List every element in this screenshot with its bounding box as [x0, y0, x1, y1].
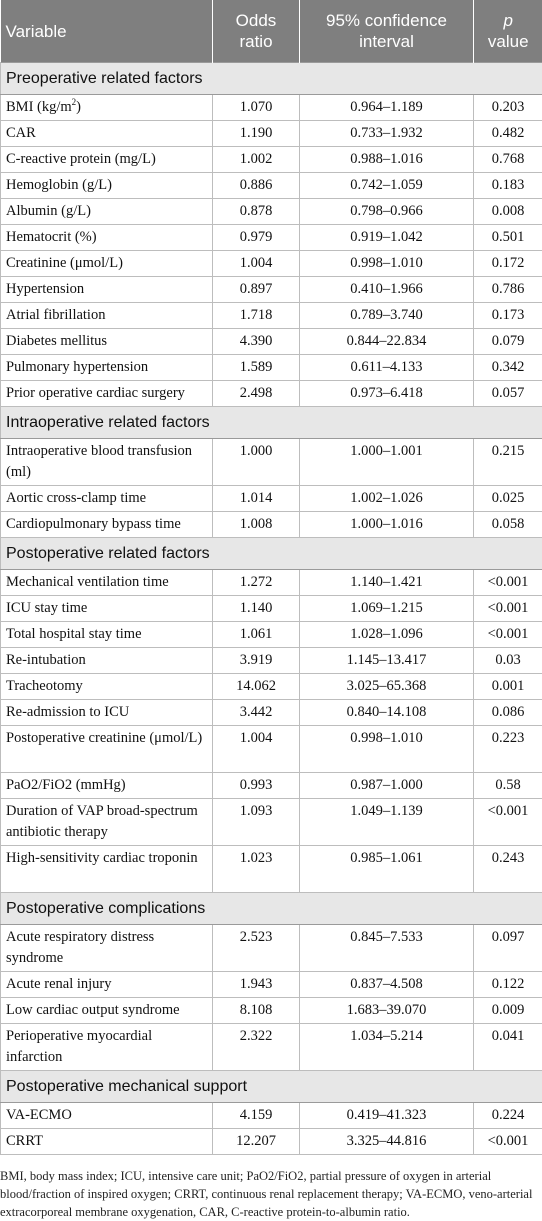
cell-p-value: 0.086 — [474, 700, 542, 726]
variable-text: Prior operative cardiac surgery — [6, 385, 185, 401]
header-variable: Variable — [1, 0, 213, 63]
cell-confidence-interval: 1.049–1.139 — [300, 799, 474, 846]
cell-variable — [1, 674, 213, 700]
table-row — [1, 486, 542, 512]
cell-confidence-interval: 1.000–1.016 — [300, 512, 474, 538]
table-row — [1, 277, 542, 303]
cell-p-value: 0.041 — [474, 1024, 542, 1071]
cell-p-value: 0.482 — [474, 121, 542, 147]
table-row — [1, 303, 542, 329]
cell-variable — [1, 439, 213, 486]
variable-text: Postoperative creatinine (μmol/L) — [6, 730, 202, 746]
table-row — [1, 147, 542, 173]
cell-confidence-interval: 0.985–1.061 — [300, 846, 474, 893]
cell-variable — [1, 998, 213, 1024]
section-title: Preoperative related factors — [1, 63, 542, 95]
cell-odds-ratio: 1.943 — [213, 972, 300, 998]
cell-variable — [1, 355, 213, 381]
table-row — [1, 674, 542, 700]
cell-confidence-interval: 0.840–14.108 — [300, 700, 474, 726]
cell-p-value: <0.001 — [474, 570, 542, 596]
variable-text: Hematocrit (%) — [6, 229, 97, 245]
variable-text: Re-admission to ICU — [6, 704, 129, 720]
cell-variable — [1, 303, 213, 329]
cell-odds-ratio: 0.979 — [213, 225, 300, 251]
table-row — [1, 381, 542, 407]
variable-text: CRRT — [6, 1133, 43, 1149]
variable-text: Atrial fibrillation — [6, 307, 105, 323]
cell-p-value: 0.203 — [474, 95, 542, 121]
variable-text: PaO2/FiO2 (mmHg) — [6, 777, 126, 793]
cell-p-value: <0.001 — [474, 596, 542, 622]
cell-odds-ratio: 2.523 — [213, 925, 300, 972]
cell-odds-ratio: 1.000 — [213, 439, 300, 486]
cell-odds-ratio: 1.014 — [213, 486, 300, 512]
variable-text: Duration of VAP broad-spectrum antibiotic therapy — [6, 803, 198, 840]
cell-confidence-interval: 0.419–41.323 — [300, 1103, 474, 1129]
cell-p-value: 0.025 — [474, 486, 542, 512]
cell-confidence-interval: 1.028–1.096 — [300, 622, 474, 648]
table-row — [1, 1103, 542, 1129]
cell-confidence-interval: 1.069–1.215 — [300, 596, 474, 622]
cell-p-value: 0.786 — [474, 277, 542, 303]
cell-p-value: 0.342 — [474, 355, 542, 381]
cell-p-value: <0.001 — [474, 1129, 542, 1155]
variable-text: Cardiopulmonary bypass time — [6, 516, 181, 532]
cell-odds-ratio: 1.140 — [213, 596, 300, 622]
cell-variable — [1, 596, 213, 622]
variable-text: CAR — [6, 125, 36, 141]
cell-p-value: 0.243 — [474, 846, 542, 893]
cell-odds-ratio: 1.004 — [213, 251, 300, 277]
variable-text: ICU stay time — [6, 600, 87, 616]
cell-confidence-interval: 0.987–1.000 — [300, 773, 474, 799]
cell-p-value: 0.097 — [474, 925, 542, 972]
table-row — [1, 570, 542, 596]
cell-variable — [1, 622, 213, 648]
cell-variable — [1, 277, 213, 303]
section-title: Postoperative mechanical support — [1, 1071, 542, 1103]
cell-p-value: 0.173 — [474, 303, 542, 329]
cell-p-value: 0.008 — [474, 199, 542, 225]
variable-text: Total hospital stay time — [6, 626, 142, 642]
cell-variable — [1, 1103, 213, 1129]
table-row — [1, 1129, 542, 1155]
cell-p-value: 0.057 — [474, 381, 542, 407]
variable-text: High-sensitivity cardiac troponin — [6, 850, 198, 866]
cell-confidence-interval: 1.145–13.417 — [300, 648, 474, 674]
variable-text: Pulmonary hypertension — [6, 359, 148, 375]
cell-odds-ratio: 1.008 — [213, 512, 300, 538]
cell-odds-ratio: 1.004 — [213, 726, 300, 773]
cell-odds-ratio: 3.919 — [213, 648, 300, 674]
cell-p-value: <0.001 — [474, 799, 542, 846]
header-confidence-interval: 95% confidence interval — [300, 0, 474, 63]
cell-variable — [1, 726, 213, 773]
cell-odds-ratio: 3.442 — [213, 700, 300, 726]
cell-odds-ratio: 4.390 — [213, 329, 300, 355]
table-row — [1, 799, 542, 846]
cell-variable — [1, 329, 213, 355]
cell-odds-ratio: 2.498 — [213, 381, 300, 407]
cell-p-value: 0.183 — [474, 173, 542, 199]
cell-odds-ratio: 4.159 — [213, 1103, 300, 1129]
table-header — [1, 0, 542, 63]
cell-p-value: 0.58 — [474, 773, 542, 799]
table-row — [1, 199, 542, 225]
variable-text: Perioperative myocardial infarction — [6, 1028, 152, 1065]
section-row — [1, 1071, 542, 1103]
cell-confidence-interval: 0.742–1.059 — [300, 173, 474, 199]
cell-variable — [1, 251, 213, 277]
cell-confidence-interval: 3.025–65.368 — [300, 674, 474, 700]
cell-confidence-interval: 0.919–1.042 — [300, 225, 474, 251]
table-row — [1, 846, 542, 893]
cell-odds-ratio: 8.108 — [213, 998, 300, 1024]
table-row — [1, 173, 542, 199]
cell-confidence-interval: 0.973–6.418 — [300, 381, 474, 407]
cell-variable — [1, 512, 213, 538]
section-title: Intraoperative related factors — [1, 407, 542, 439]
cell-confidence-interval: 0.964–1.189 — [300, 95, 474, 121]
section-row — [1, 63, 542, 95]
cell-odds-ratio: 0.878 — [213, 199, 300, 225]
cell-odds-ratio: 1.272 — [213, 570, 300, 596]
header-odds-ratio: Odds ratio — [213, 0, 300, 63]
cell-variable — [1, 846, 213, 893]
table-row — [1, 726, 542, 773]
cell-odds-ratio: 1.093 — [213, 799, 300, 846]
variable-text: VA-ECMO — [6, 1107, 72, 1123]
cell-p-value: 0.768 — [474, 147, 542, 173]
variable-text: Hypertension — [6, 281, 84, 297]
table-row — [1, 95, 542, 121]
variable-text: Mechanical ventilation time — [6, 574, 169, 590]
variable-text: Creatinine (μmol/L) — [6, 255, 123, 271]
table-row — [1, 648, 542, 674]
cell-variable — [1, 225, 213, 251]
header-p-letter: p — [504, 11, 513, 30]
cell-confidence-interval: 1.000–1.001 — [300, 439, 474, 486]
cell-p-value: 0.001 — [474, 674, 542, 700]
table-row — [1, 329, 542, 355]
table-row — [1, 998, 542, 1024]
cell-variable — [1, 570, 213, 596]
cell-variable — [1, 173, 213, 199]
table-row — [1, 121, 542, 147]
section-row — [1, 407, 542, 439]
variable-text: Diabetes mellitus — [6, 333, 107, 349]
cell-variable — [1, 799, 213, 846]
table-body — [1, 63, 542, 1155]
cell-odds-ratio: 12.207 — [213, 1129, 300, 1155]
cell-p-value: 0.122 — [474, 972, 542, 998]
table-row — [1, 251, 542, 277]
cell-confidence-interval: 0.789–3.740 — [300, 303, 474, 329]
cell-p-value: 0.223 — [474, 726, 542, 773]
cell-variable — [1, 700, 213, 726]
cell-p-value: 0.079 — [474, 329, 542, 355]
cell-odds-ratio: 0.993 — [213, 773, 300, 799]
cell-p-value: 0.058 — [474, 512, 542, 538]
table-row — [1, 622, 542, 648]
cell-confidence-interval: 0.998–1.010 — [300, 726, 474, 773]
cell-confidence-interval: 1.002–1.026 — [300, 486, 474, 512]
variable-suffix: ) — [76, 99, 81, 115]
cell-confidence-interval: 0.988–1.016 — [300, 147, 474, 173]
table-row — [1, 773, 542, 799]
cell-variable — [1, 147, 213, 173]
cell-p-value: 0.03 — [474, 648, 542, 674]
section-row — [1, 538, 542, 570]
superscript: 2 — [72, 97, 77, 107]
cell-variable — [1, 381, 213, 407]
cell-confidence-interval: 0.733–1.932 — [300, 121, 474, 147]
cell-confidence-interval: 0.998–1.010 — [300, 251, 474, 277]
cell-variable — [1, 95, 213, 121]
variable-text: Acute respiratory distress syndrome — [6, 929, 154, 966]
variable-text: BMI (kg/m — [6, 99, 72, 115]
cell-confidence-interval: 3.325–44.816 — [300, 1129, 474, 1155]
cell-odds-ratio: 1.023 — [213, 846, 300, 893]
table-row — [1, 972, 542, 998]
cell-odds-ratio: 0.886 — [213, 173, 300, 199]
cell-confidence-interval: 0.798–0.966 — [300, 199, 474, 225]
cell-odds-ratio: 1.070 — [213, 95, 300, 121]
table-row — [1, 596, 542, 622]
cell-odds-ratio: 0.897 — [213, 277, 300, 303]
cell-p-value: 0.215 — [474, 439, 542, 486]
cell-confidence-interval: 1.034–5.214 — [300, 1024, 474, 1071]
cell-confidence-interval: 1.683–39.070 — [300, 998, 474, 1024]
table-row — [1, 700, 542, 726]
variable-text: Hemoglobin (g/L) — [6, 177, 112, 193]
header-p-value — [474, 0, 542, 63]
cell-p-value: 0.172 — [474, 251, 542, 277]
table-row — [1, 439, 542, 486]
cell-variable — [1, 1129, 213, 1155]
variable-text: Tracheotomy — [6, 678, 83, 694]
table-row — [1, 1024, 542, 1071]
variable-text: Acute renal injury — [6, 976, 112, 992]
cell-odds-ratio: 1.589 — [213, 355, 300, 381]
variable-text: Intraoperative blood transfusion (ml) — [6, 443, 192, 480]
cell-confidence-interval: 1.140–1.421 — [300, 570, 474, 596]
cell-confidence-interval: 0.844–22.834 — [300, 329, 474, 355]
cell-variable — [1, 121, 213, 147]
cell-variable — [1, 972, 213, 998]
cell-confidence-interval: 0.611–4.133 — [300, 355, 474, 381]
table-row — [1, 512, 542, 538]
variable-text: Low cardiac output syndrome — [6, 1002, 180, 1018]
table-row — [1, 225, 542, 251]
cell-odds-ratio: 1.061 — [213, 622, 300, 648]
cell-variable — [1, 1024, 213, 1071]
cell-variable — [1, 925, 213, 972]
cell-p-value: 0.224 — [474, 1103, 542, 1129]
cell-p-value: 0.009 — [474, 998, 542, 1024]
cell-variable — [1, 648, 213, 674]
cell-confidence-interval: 0.845–7.533 — [300, 925, 474, 972]
variable-text: C-reactive protein (mg/L) — [6, 151, 156, 167]
cell-variable — [1, 486, 213, 512]
section-title: Postoperative complications — [1, 893, 542, 925]
cell-odds-ratio: 1.190 — [213, 121, 300, 147]
cell-confidence-interval: 0.410–1.966 — [300, 277, 474, 303]
cell-p-value: 0.501 — [474, 225, 542, 251]
section-row — [1, 893, 542, 925]
cell-odds-ratio: 2.322 — [213, 1024, 300, 1071]
section-title: Postoperative related factors — [1, 538, 542, 570]
header-p-word: value — [488, 32, 529, 51]
cell-variable — [1, 199, 213, 225]
table-footnote: BMI, body mass index; ICU, intensive care unit; PaO2/FiO2, partial pressure of oxygen in arterial blood/fraction of inspired oxygen; CRRT, continuous renal replacement therapy; VA-ECMO, veno-arterial extracorporeal membrane oxygenation, CAR, C-reactive protein-to-albumin ratio. — [0, 1155, 542, 1221]
cell-confidence-interval: 0.837–4.508 — [300, 972, 474, 998]
variable-text: Albumin (g/L) — [6, 203, 91, 219]
cell-odds-ratio: 14.062 — [213, 674, 300, 700]
table-row — [1, 355, 542, 381]
cell-odds-ratio: 1.002 — [213, 147, 300, 173]
table-row — [1, 925, 542, 972]
variable-text: Re-intubation — [6, 652, 86, 668]
cell-odds-ratio: 1.718 — [213, 303, 300, 329]
variable-text: Aortic cross-clamp time — [6, 490, 146, 506]
cell-p-value: <0.001 — [474, 622, 542, 648]
cell-variable — [1, 773, 213, 799]
